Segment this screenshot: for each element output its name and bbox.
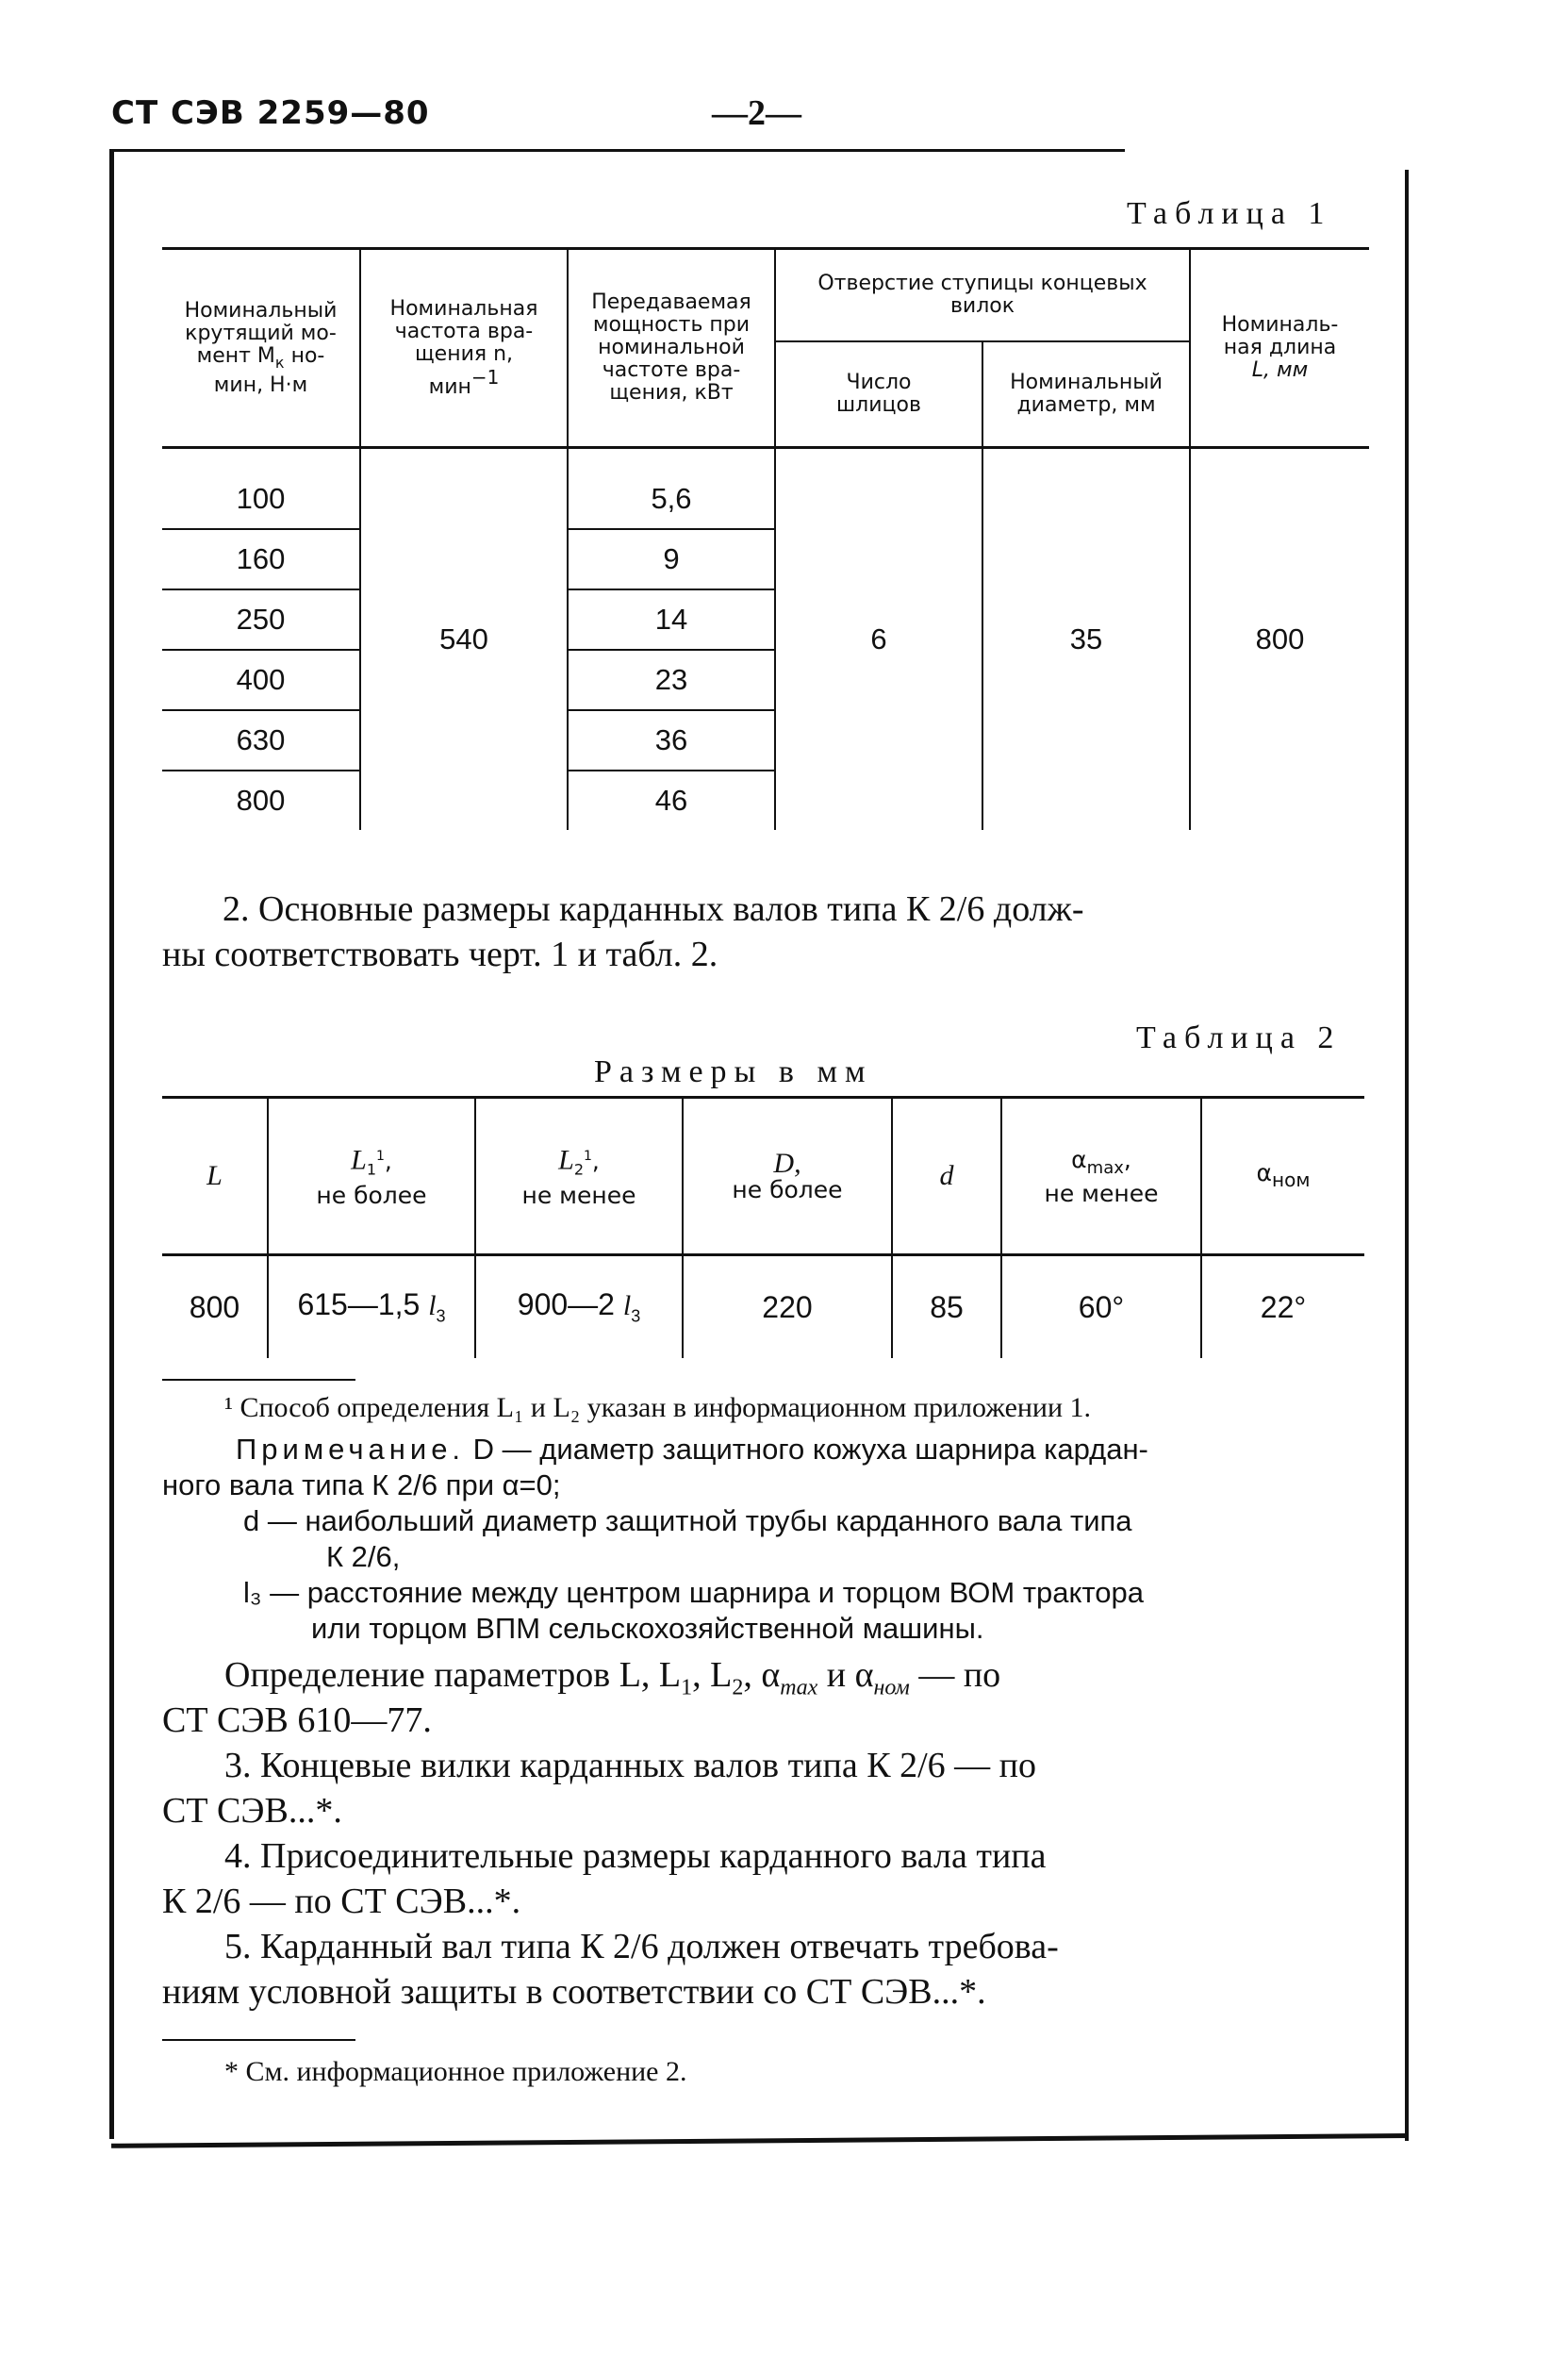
table1-cell-speed: 540 — [360, 448, 568, 831]
table1-header-hub: Отверстие ступицы концевых вилок — [775, 249, 1190, 342]
table1-header-power: Передаваемая мощность при номинальной частоте вра- щения, кВт — [568, 249, 775, 448]
note-line1: Примечание. D — диаметр защитного кожуха шарнира кардан- — [236, 1433, 1148, 1466]
table1-cell-torque: 160 — [162, 529, 360, 589]
table1-header-torque: Номинальный крутящий мо- мент $М_к$ но- мин, Н·м — [162, 249, 360, 448]
frame-bottom-line — [111, 2133, 1408, 2148]
table1-header-diameter: Номинальный диаметр, мм — [982, 341, 1190, 448]
paragraph-3-line2: СТ СЭВ...*. — [162, 1791, 342, 1831]
paragraph-definition-line2: СТ СЭВ 610—77. — [162, 1700, 432, 1740]
table2-units: Размеры в мм — [594, 1054, 873, 1089]
note-line3: d — наибольший диаметр защитной трубы карданного вала типа — [243, 1504, 1132, 1537]
table2-cell-L: 800 — [162, 1255, 268, 1359]
table2-cell-amax: 60° — [1001, 1255, 1201, 1359]
frame-right-line — [1405, 170, 1409, 2141]
table1 — [162, 247, 1369, 830]
page-number: —2— — [712, 93, 801, 133]
table2-header-row — [162, 1098, 1364, 1255]
table1-cell-torque: 800 — [162, 771, 360, 830]
table1-cell-torque: 100 — [162, 470, 360, 529]
note-line5: l₃ — расстояние между центром шарнира и торцом ВОМ трактора — [243, 1576, 1144, 1609]
table2-header-L2: $L_2^1$, не менее — [475, 1098, 683, 1255]
table1-caption: Таблица 1 — [1127, 196, 1332, 231]
table1-header-length: Номиналь- ная длина L, мм — [1190, 249, 1369, 448]
table1-cell-power: 36 — [568, 710, 775, 771]
table2-header-amax: $\alpha_{max}$, не менее — [1001, 1098, 1201, 1255]
table1-cell-power: 46 — [568, 771, 775, 830]
footnote-2: * См. информационное приложение 2. — [224, 2056, 687, 2087]
note-line2: ного вала типа К 2/6 при α=0; — [162, 1468, 561, 1501]
table2-header-L1: $L_1^1$, не более — [268, 1098, 475, 1255]
paragraph-4-line1: 4. Присоединительные размеры карданного вала типа — [224, 1836, 1047, 1876]
footnote-1: ¹ Способ определения L₁ и L₂ указан в информационном приложении 1. — [224, 1392, 1092, 1423]
table1-cell-power: 5,6 — [568, 470, 775, 529]
table2-cell-L1: 615—1,5 $l_3$ — [268, 1255, 475, 1359]
table1-cell-power: 23 — [568, 650, 775, 710]
table2-cell-L2: 900—2 $l_3$ — [475, 1255, 683, 1359]
table1-spacer-row — [162, 448, 1369, 471]
footnote-2-rule — [162, 2039, 355, 2041]
table2-header-L: L — [162, 1098, 268, 1255]
table1-cell-diameter: 35 — [982, 448, 1190, 831]
table2-header-D: D, не более — [683, 1098, 892, 1255]
table2-cell-anom: 22° — [1201, 1255, 1364, 1359]
frame-left-line — [109, 149, 114, 2139]
table2-caption: Таблица 2 — [1136, 1020, 1342, 1055]
paragraph-2-line1: 2. Основные размеры карданных валов типа К 2/6 долж- — [223, 889, 1084, 929]
note-label: Примечание. — [236, 1433, 466, 1466]
table2-cell-D: 220 — [683, 1255, 892, 1359]
table2 — [162, 1096, 1364, 1358]
paragraph-5-line1: 5. Карданный вал типа К 2/6 должен отвечать требова- — [224, 1927, 1059, 1966]
paragraph-4-line2: К 2/6 — по СТ СЭВ...*. — [162, 1882, 521, 1921]
note-line4: К 2/6, — [326, 1540, 401, 1573]
table1-cell-torque: 630 — [162, 710, 360, 771]
footnote-rule — [162, 1379, 355, 1381]
paragraph-2-line2: ны соответствовать черт. 1 и табл. 2. — [162, 935, 718, 974]
document-code: СТ СЭВ 2259—80 — [111, 94, 430, 132]
table1-header-row — [162, 249, 1369, 342]
paragraph-3-line1: 3. Концевые вилки карданных валов типа К 2/6 — по — [224, 1746, 1036, 1785]
table1-header-speed: Номинальная частота вра- щения n, мин−1 — [360, 249, 568, 448]
table2-header-anom: $\alpha_{ном}$ — [1201, 1098, 1364, 1255]
table2-row — [162, 1255, 1364, 1359]
paragraph-definition-line1: Определение параметров L, $L_1$, $L_2$, $\alpha_{max}$ и $\alpha_{ном}$ — по — [224, 1655, 1001, 1700]
paragraph-5-line2: ниям условной защиты в соответствии со СТ СЭВ...*. — [162, 1972, 986, 2012]
frame-top-line — [111, 149, 1125, 152]
table1-cell-torque: 400 — [162, 650, 360, 710]
table2-cell-d: 85 — [892, 1255, 1001, 1359]
table1-header-splines: Число шлицов — [775, 341, 982, 448]
table1-cell-torque: 250 — [162, 589, 360, 650]
table1-cell-power: 14 — [568, 589, 775, 650]
table1-cell-length: 800 — [1190, 448, 1369, 831]
table1-cell-power: 9 — [568, 529, 775, 589]
table1-cell-splines: 6 — [775, 448, 982, 831]
table2-header-d: d — [892, 1098, 1001, 1255]
note-line6: или торцом ВПМ сельскохозяйственной машины. — [311, 1612, 984, 1645]
